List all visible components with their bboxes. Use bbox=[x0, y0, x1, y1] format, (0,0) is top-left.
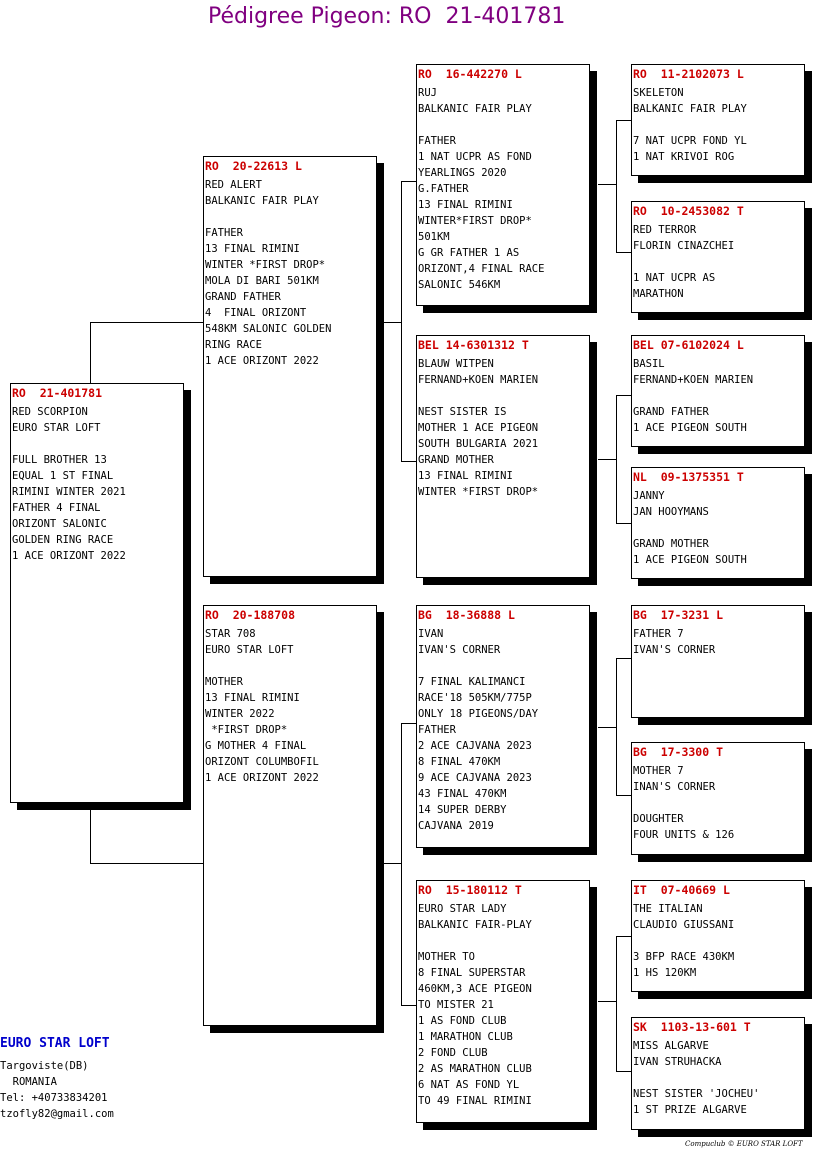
connector-line bbox=[616, 936, 632, 937]
pigeon-info-line: FOUR UNITS & 126 bbox=[633, 829, 735, 841]
pigeon-info-line: JAN HOOYMANS bbox=[633, 506, 709, 518]
connector-line bbox=[401, 461, 417, 462]
connector-line bbox=[90, 322, 91, 384]
connector-line bbox=[401, 723, 402, 1006]
connector-line bbox=[598, 727, 616, 728]
pigeon-info-line: EURO STAR LOFT bbox=[12, 422, 101, 434]
pigeon-info-line bbox=[633, 933, 804, 949]
pigeon-card-sire bbox=[203, 156, 377, 577]
loft-email: tzofly82@gmail.com bbox=[0, 1108, 114, 1120]
pigeon-card-dam-sire-dam bbox=[631, 742, 805, 855]
pigeon-info-line: 13 FINAL RIMINI bbox=[418, 470, 513, 482]
ring-number: RO 20-188708 bbox=[205, 608, 296, 622]
pigeon-info-line: RIMINI WINTER 2021 bbox=[12, 486, 126, 498]
pigeon-info-line: 14 SUPER DERBY bbox=[418, 804, 507, 816]
pigeon-info-line bbox=[418, 117, 589, 133]
pigeon-info-line: 2 AS MARATHON CLUB bbox=[418, 1063, 532, 1075]
ring-number: IT 07-40669 L bbox=[633, 883, 730, 897]
connector-line bbox=[90, 322, 204, 323]
pigeon-info-line bbox=[418, 658, 589, 674]
connector-line bbox=[616, 395, 617, 524]
ring-number: BG 18-36888 L bbox=[418, 608, 515, 622]
pigeon-info-line: BALKANIC FAIR PLAY bbox=[633, 103, 747, 115]
ring-number: BEL 07-6102024 L bbox=[633, 338, 744, 352]
pigeon-info-line: FATHER 7 bbox=[633, 628, 684, 640]
credit-text: Compuclub © EURO STAR LOFT bbox=[685, 1140, 803, 1148]
pigeon-info-line: IVAN'S CORNER bbox=[633, 644, 716, 656]
pigeon-info-line: FATHER bbox=[418, 135, 456, 147]
pigeon-info-line: 43 FINAL 470KM bbox=[418, 788, 507, 800]
pigeon-card-dam-sire bbox=[416, 605, 590, 848]
pigeon-info-line: 1 ACE ORIZONT 2022 bbox=[205, 772, 319, 784]
pigeon-info-line: WINTER *FIRST DROP* bbox=[418, 486, 539, 498]
pigeon-info-line: G GR FATHER 1 AS bbox=[418, 247, 520, 259]
pigeon-card-dam-dam bbox=[416, 880, 590, 1123]
ring-number: RO 16-442270 L bbox=[418, 67, 522, 81]
pigeon-info-line: *FIRST DROP* bbox=[205, 724, 288, 736]
pigeon-info-line: 7 NAT UCPR FOND YL bbox=[633, 135, 747, 147]
connector-line bbox=[616, 395, 632, 396]
pigeon-info-line: GOLDEN RING RACE bbox=[12, 534, 114, 546]
pigeon-info-line: MOTHER bbox=[205, 676, 243, 688]
ring-number: BEL 14-6301312 T bbox=[418, 338, 529, 352]
pigeon-info-line: WINTER *FIRST DROP* bbox=[205, 259, 326, 271]
pigeon-info-line: IVAN bbox=[418, 628, 444, 640]
pigeon-info-line: EQUAL 1 ST FINAL bbox=[12, 470, 114, 482]
pigeon-info-line: FATHER bbox=[205, 227, 243, 239]
pigeon-info-line: 8 FINAL 470KM bbox=[418, 756, 501, 768]
pigeon-info-line: FULL BROTHER 13 bbox=[12, 454, 107, 466]
pigeon-info-line: 4 FINAL ORIZONT bbox=[205, 307, 307, 319]
pigeon-info-line: 9 ACE CAJVANA 2023 bbox=[418, 772, 532, 784]
pigeon-card-dam-sire-sire bbox=[631, 605, 805, 718]
pigeon-info-line: SKELETON bbox=[633, 87, 684, 99]
connector-line bbox=[616, 523, 632, 524]
pigeon-info-line: YEARLINGS 2020 bbox=[418, 167, 507, 179]
pigeon-info-line: 1 ACE PIGEON SOUTH bbox=[633, 554, 747, 566]
ring-number: BG 17-3231 L bbox=[633, 608, 724, 622]
pigeon-info-line: NEST SISTER IS bbox=[418, 406, 507, 418]
pigeon-info-line: ONLY 18 PIGEONS/DAY bbox=[418, 708, 539, 720]
connector-line bbox=[90, 863, 204, 864]
pigeon-info-line: 1 NAT UCPR AS bbox=[633, 272, 716, 284]
pigeon-info-line: 7 FINAL KALIMANCI bbox=[418, 676, 526, 688]
pigeon-info-line: FERNAND+KOEN MARIEN bbox=[633, 374, 754, 386]
pigeon-info-line bbox=[633, 795, 804, 811]
pigeon-info-line bbox=[418, 388, 589, 404]
pigeon-card-dam-dam-dam bbox=[631, 1017, 805, 1130]
pigeon-info-line: FATHER 4 FINAL bbox=[12, 502, 101, 514]
pigeon-info-line bbox=[633, 388, 804, 404]
connector-line bbox=[616, 795, 632, 796]
pigeon-card-sire-dam-dam bbox=[631, 467, 805, 579]
pigeon-info-line: SOUTH BULGARIA 2021 bbox=[418, 438, 539, 450]
pigeon-info-line: RED SCORPION bbox=[12, 406, 88, 418]
pigeon-info-line bbox=[205, 658, 376, 674]
page-title: Pédigree Pigeon: RO 21-401781 bbox=[208, 4, 566, 29]
pigeon-info-line: FERNAND+KOEN MARIEN bbox=[418, 374, 539, 386]
pigeon-info-line: 501KM bbox=[418, 231, 450, 243]
loft-address: Targoviste(DB) bbox=[0, 1060, 89, 1072]
pigeon-info-line: MOLA DI BARI 501KM bbox=[205, 275, 319, 287]
pigeon-info-line: FLORIN CINAZCHEI bbox=[633, 240, 735, 252]
loft-phone: Tel: +40733834201 bbox=[0, 1092, 108, 1104]
pigeon-info-line: 8 FINAL SUPERSTAR bbox=[418, 967, 526, 979]
pigeon-info-line: 1 ST PRIZE ALGARVE bbox=[633, 1104, 747, 1116]
connector-line bbox=[616, 120, 632, 121]
pigeon-info-line: GRAND MOTHER bbox=[418, 454, 494, 466]
pigeon-info-line: TO MISTER 21 bbox=[418, 999, 494, 1011]
pigeon-info-line: 1 ACE ORIZONT 2022 bbox=[205, 355, 319, 367]
pigeon-info-line: ORIZONT SALONIC bbox=[12, 518, 107, 530]
pigeon-info-line: 460KM,3 ACE PIGEON bbox=[418, 983, 532, 995]
pigeon-info-line: MARATHON bbox=[633, 288, 684, 300]
connector-line bbox=[616, 1071, 632, 1072]
pigeon-info-line: BALKANIC FAIR PLAY bbox=[418, 103, 532, 115]
pigeon-info-line bbox=[633, 1070, 804, 1086]
pigeon-info-line bbox=[633, 520, 804, 536]
pigeon-info-line: 13 FINAL RIMINI bbox=[418, 199, 513, 211]
pigeon-info-line: 1 HS 120KM bbox=[633, 967, 697, 979]
connector-line bbox=[401, 1005, 417, 1006]
pigeon-info-line: 13 FINAL RIMINI bbox=[205, 243, 300, 255]
pigeon-info-line: G MOTHER 4 FINAL bbox=[205, 740, 307, 752]
pigeon-info-line: IVAN STRUHACKA bbox=[633, 1056, 722, 1068]
connector-line bbox=[598, 1001, 616, 1002]
pigeon-info-line: NEST SISTER 'JOCHEU' bbox=[633, 1088, 760, 1100]
pigeon-info-line: GRAND MOTHER bbox=[633, 538, 709, 550]
pigeon-info-line bbox=[205, 209, 376, 225]
pigeon-info-line: 13 FINAL RIMINI bbox=[205, 692, 300, 704]
pigeon-info-line: THE ITALIAN bbox=[633, 903, 703, 915]
pigeon-info-line: BALKANIC FAIR PLAY bbox=[205, 195, 319, 207]
ring-number: RO 10-2453082 T bbox=[633, 204, 744, 218]
connector-line bbox=[616, 120, 617, 253]
pigeon-info-line: WINTER*FIRST DROP* bbox=[418, 215, 532, 227]
pigeon-info-line: JANNY bbox=[633, 490, 665, 502]
pigeon-info-line: 1 NAT UCPR AS FOND bbox=[418, 151, 532, 163]
ring-number: BG 17-3300 T bbox=[633, 745, 724, 759]
pigeon-info-line: MOTHER 1 ACE PIGEON bbox=[418, 422, 539, 434]
ring-number: RO 11-2102073 L bbox=[633, 67, 744, 81]
pigeon-info-line: DOUGHTER bbox=[633, 813, 684, 825]
pigeon-info-line: 1 ACE PIGEON SOUTH bbox=[633, 422, 747, 434]
pigeon-info-line: CAJVANA 2019 bbox=[418, 820, 494, 832]
pigeon-info-line: TO 49 FINAL RIMINI bbox=[418, 1095, 532, 1107]
pigeon-info-line: MISS ALGARVE bbox=[633, 1040, 709, 1052]
pigeon-info-line: RED TERROR bbox=[633, 224, 697, 236]
connector-line bbox=[401, 723, 417, 724]
pigeon-info-line bbox=[12, 436, 183, 452]
pigeon-info-line bbox=[633, 117, 804, 133]
connector-line bbox=[616, 936, 617, 1072]
ring-number: RO 15-180112 T bbox=[418, 883, 522, 897]
pigeon-info-line: IVAN'S CORNER bbox=[418, 644, 501, 656]
pigeon-info-line: 1 AS FOND CLUB bbox=[418, 1015, 507, 1027]
pigeon-card-dam bbox=[203, 605, 377, 1026]
pigeon-info-line: MOTHER 7 bbox=[633, 765, 684, 777]
pigeon-info-line: SALONIC 546KM bbox=[418, 279, 501, 291]
pigeon-info-line: 3 BFP RACE 430KM bbox=[633, 951, 735, 963]
pigeon-info-line: G.FATHER bbox=[418, 183, 469, 195]
pigeon-info-line bbox=[633, 254, 804, 270]
pigeon-info-line: MOTHER TO bbox=[418, 951, 475, 963]
pigeon-info-line: RED ALERT bbox=[205, 179, 262, 191]
connector-line bbox=[90, 802, 91, 864]
pigeon-info-line: STAR 708 bbox=[205, 628, 256, 640]
pigeon-info-line: RING RACE bbox=[205, 339, 262, 351]
ring-number: SK 1103-13-601 T bbox=[633, 1020, 751, 1034]
pigeon-info-line: BASIL bbox=[633, 358, 665, 370]
loft-country: ROMANIA bbox=[0, 1076, 57, 1088]
pigeon-info-line: 2 FOND CLUB bbox=[418, 1047, 488, 1059]
connector-line bbox=[384, 322, 401, 323]
pigeon-info-line: 1 NAT KRIVOI ROG bbox=[633, 151, 735, 163]
connector-line bbox=[384, 863, 401, 864]
pigeon-card-sire-dam bbox=[416, 335, 590, 578]
loft-name: EURO STAR LOFT bbox=[0, 1036, 110, 1051]
connector-line bbox=[616, 252, 632, 253]
pigeon-info-line: 1 ACE ORIZONT 2022 bbox=[12, 550, 126, 562]
connector-line bbox=[401, 181, 402, 462]
pigeon-info-line: GRAND FATHER bbox=[205, 291, 281, 303]
pigeon-card-sire-sire bbox=[416, 64, 590, 306]
pigeon-info-line: 548KM SALONIC GOLDEN bbox=[205, 323, 332, 335]
pigeon-info-line: FATHER bbox=[418, 724, 456, 736]
pigeon-info-line: EURO STAR LADY bbox=[418, 903, 507, 915]
pigeon-card-sire-sire-dam bbox=[631, 201, 805, 313]
pigeon-info-line: GRAND FATHER bbox=[633, 406, 709, 418]
pigeon-info-line: BALKANIC FAIR-PLAY bbox=[418, 919, 532, 931]
pigeon-info-line: BLAUW WITPEN bbox=[418, 358, 494, 370]
pigeon-card-sire-dam-sire bbox=[631, 335, 805, 447]
pigeon-info-line: RUJ bbox=[418, 87, 437, 99]
pigeon-info-line: EURO STAR LOFT bbox=[205, 644, 294, 656]
pigeon-info-line: ORIZONT,4 FINAL RACE bbox=[418, 263, 545, 275]
connector-line bbox=[616, 658, 632, 659]
pigeon-info-line: INAN'S CORNER bbox=[633, 781, 716, 793]
pigeon-info-line: ORIZONT COLUMBOFIL bbox=[205, 756, 319, 768]
connector-line bbox=[616, 658, 617, 796]
ring-number: RO 21-401781 bbox=[12, 386, 103, 400]
pigeon-card-dam-dam-sire bbox=[631, 880, 805, 992]
connector-line bbox=[598, 184, 616, 185]
pigeon-info-line: CLAUDIO GIUSSANI bbox=[633, 919, 735, 931]
pigeon-info-line: 2 ACE CAJVANA 2023 bbox=[418, 740, 532, 752]
connector-line bbox=[401, 181, 417, 182]
ring-number: RO 20-22613 L bbox=[205, 159, 302, 173]
pigeon-info-line: 6 NAT AS FOND YL bbox=[418, 1079, 520, 1091]
pigeon-info-line bbox=[418, 933, 589, 949]
pigeon-info-line: 1 MARATHON CLUB bbox=[418, 1031, 513, 1043]
pigeon-card-subject bbox=[10, 383, 184, 803]
pigeon-info-line: WINTER 2022 bbox=[205, 708, 275, 720]
pigeon-info-line: RACE'18 505KM/775P bbox=[418, 692, 532, 704]
pigeon-card-sire-sire-sire bbox=[631, 64, 805, 176]
connector-line bbox=[598, 459, 616, 460]
ring-number: NL 09-1375351 T bbox=[633, 470, 744, 484]
